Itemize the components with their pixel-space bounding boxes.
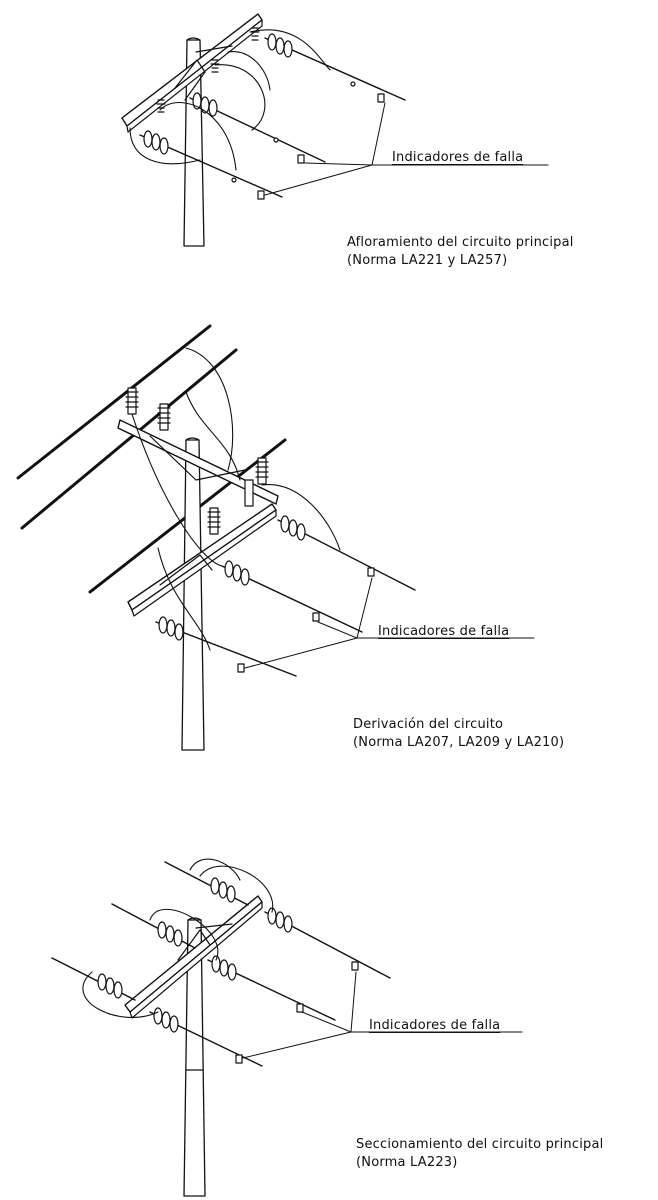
main-conductors-2 bbox=[18, 326, 285, 592]
caption-title-2: Derivación del circuito bbox=[353, 717, 504, 732]
caption-title-3: Seccionamiento del circuito principal bbox=[356, 1137, 604, 1152]
leader-lines-1 bbox=[265, 103, 548, 195]
leader-lines-2 bbox=[245, 578, 534, 668]
pole-2 bbox=[182, 440, 204, 750]
leader-lines-3 bbox=[243, 972, 522, 1058]
conductors-1 bbox=[140, 38, 405, 197]
caption-title-1: Afloramiento del circuito principal bbox=[347, 235, 574, 250]
callout-fault-indicators-1: Indicadores de falla bbox=[392, 150, 524, 165]
caption-norm-1: (Norma LA221 y LA257) bbox=[347, 253, 508, 268]
caption-norm-2: (Norma LA207, LA209 y LA210) bbox=[353, 735, 565, 750]
fault-indicators-1 bbox=[232, 82, 384, 199]
fault-indicators-3 bbox=[236, 962, 358, 1063]
caption-norm-3: (Norma LA223) bbox=[356, 1155, 458, 1170]
callout-fault-indicators-3: Indicadores de falla bbox=[369, 1018, 501, 1033]
figure-afloramiento-illustration bbox=[122, 14, 548, 246]
jumpers-2 bbox=[132, 348, 340, 650]
callout-fault-indicators-2: Indicadores de falla bbox=[378, 624, 510, 639]
figure-derivacion-illustration bbox=[18, 326, 534, 750]
